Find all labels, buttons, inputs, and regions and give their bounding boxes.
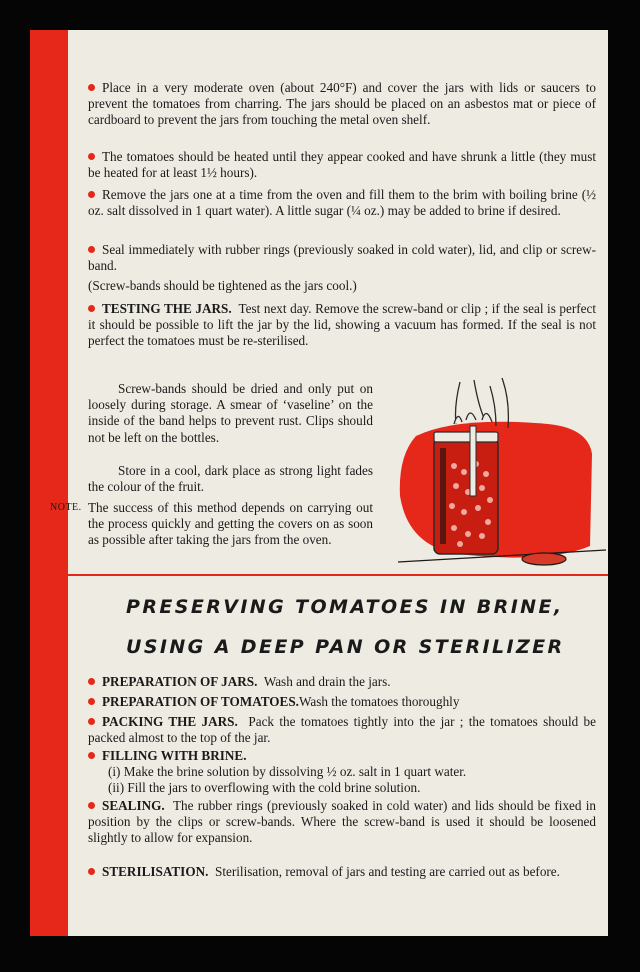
instruction-heating: The tomatoes should be heated until they appear cooked and have shrunk a little (they must be heated for at least 1½ hours). bbox=[88, 149, 596, 181]
instruction-oven: Place in a very moderate oven (about 240°F) and cover the jars with lids or saucers to prevent the tomatoes from charring. The jars should be placed on an asbestos mat or piece of cardboard to prevent the jars from touching the metal oven shelf. bbox=[88, 80, 596, 128]
jar-illustration bbox=[398, 376, 606, 566]
section-divider bbox=[68, 574, 608, 576]
note-label: NOTE. bbox=[50, 502, 82, 513]
bullet-icon bbox=[88, 678, 95, 685]
list-item: PREPARATION OF JARS. Wash and drain the jars. bbox=[88, 674, 596, 690]
storage-advice: Store in a cool, dark place as strong light fades the colour of the fruit. bbox=[88, 463, 373, 495]
instruction-seal: Seal immediately with rubber rings (previously soaked in cold water), lid, and clip or screw-band. bbox=[88, 242, 596, 274]
list-item: SEALING. The rubber rings (previously soaked in cold water) and lids should be fixed in position by the clips or screw-bands. Where the screw-band is used it should be loosened slightly to allow for expansion. bbox=[88, 798, 596, 846]
instruction-screwbands-note: (Screw-bands should be tightened as the jars cool.) bbox=[88, 278, 357, 293]
section-title-line2: USING A DEEP PAN OR STERILIZER bbox=[126, 636, 565, 658]
bullet-icon bbox=[88, 305, 95, 312]
list-item: PREPARATION OF TOMATOES.Wash the tomatoes thoroughly bbox=[88, 694, 596, 710]
bullet-icon bbox=[88, 698, 95, 705]
bullet-icon bbox=[88, 84, 95, 91]
list-item: STERILISATION. Sterilisation, removal of jars and testing are carried out as before. bbox=[88, 864, 596, 880]
bullet-icon bbox=[88, 752, 95, 759]
note-text: The success of this method depends on carrying out the process quickly and getting the covers on as soon as possible after taking the jars from the oven. bbox=[88, 500, 373, 548]
bullet-icon bbox=[88, 802, 95, 809]
bullet-icon bbox=[88, 718, 95, 725]
jar-lid bbox=[434, 432, 498, 442]
list-item: FILLING WITH BRINE. (i) Make the brine solution by dissolving ½ oz. salt in 1 quart water. (ii) Fill the jars to overflowing with the cold brine solution. bbox=[88, 748, 596, 797]
rubber-ring bbox=[522, 553, 566, 565]
brine-step-2: (ii) Fill the jars to overflowing with the cold brine solution. bbox=[108, 780, 421, 796]
section-title-line1: PRESERVING TOMATOES IN BRINE, bbox=[126, 596, 564, 618]
bullet-icon bbox=[88, 153, 95, 160]
brine-step-1: (i) Make the brine solution by dissolving ½ oz. salt in 1 quart water. bbox=[108, 764, 467, 780]
bullet-icon bbox=[88, 868, 95, 875]
instruction-remove-jars: Remove the jars one at a time from the oven and fill them to the brim with boiling brine (½ oz. salt dissolved in 1 quart water). A little sugar (¼ oz.) may be added to brine if desired. bbox=[88, 187, 596, 219]
red-margin-bar bbox=[30, 30, 68, 936]
list-item: PACKING THE JARS. Pack the tomatoes tightly into the jar ; the tomatoes should be packed almost to the top of the jar. bbox=[88, 714, 597, 746]
leaflet-page bbox=[30, 30, 608, 936]
testing-jars: TESTING THE JARS. Test next day. Remove the screw-band or clip ; if the seal is perfect it should be possible to lift the jar by the lid, showing a vacuum has formed. If the seal is not perfect the tomatoes must be re-sterilised. bbox=[88, 301, 597, 349]
screwband-storage: Screw-bands should be dried and only put on loosely during storage. A smear of ‘vaseline’ on the inside of the band helps to prevent rust. Clips should not be left on the bottles. bbox=[88, 381, 373, 445]
bullet-icon bbox=[88, 191, 95, 198]
testing-label: TESTING THE JARS. bbox=[102, 301, 232, 316]
bullet-icon bbox=[88, 246, 95, 253]
